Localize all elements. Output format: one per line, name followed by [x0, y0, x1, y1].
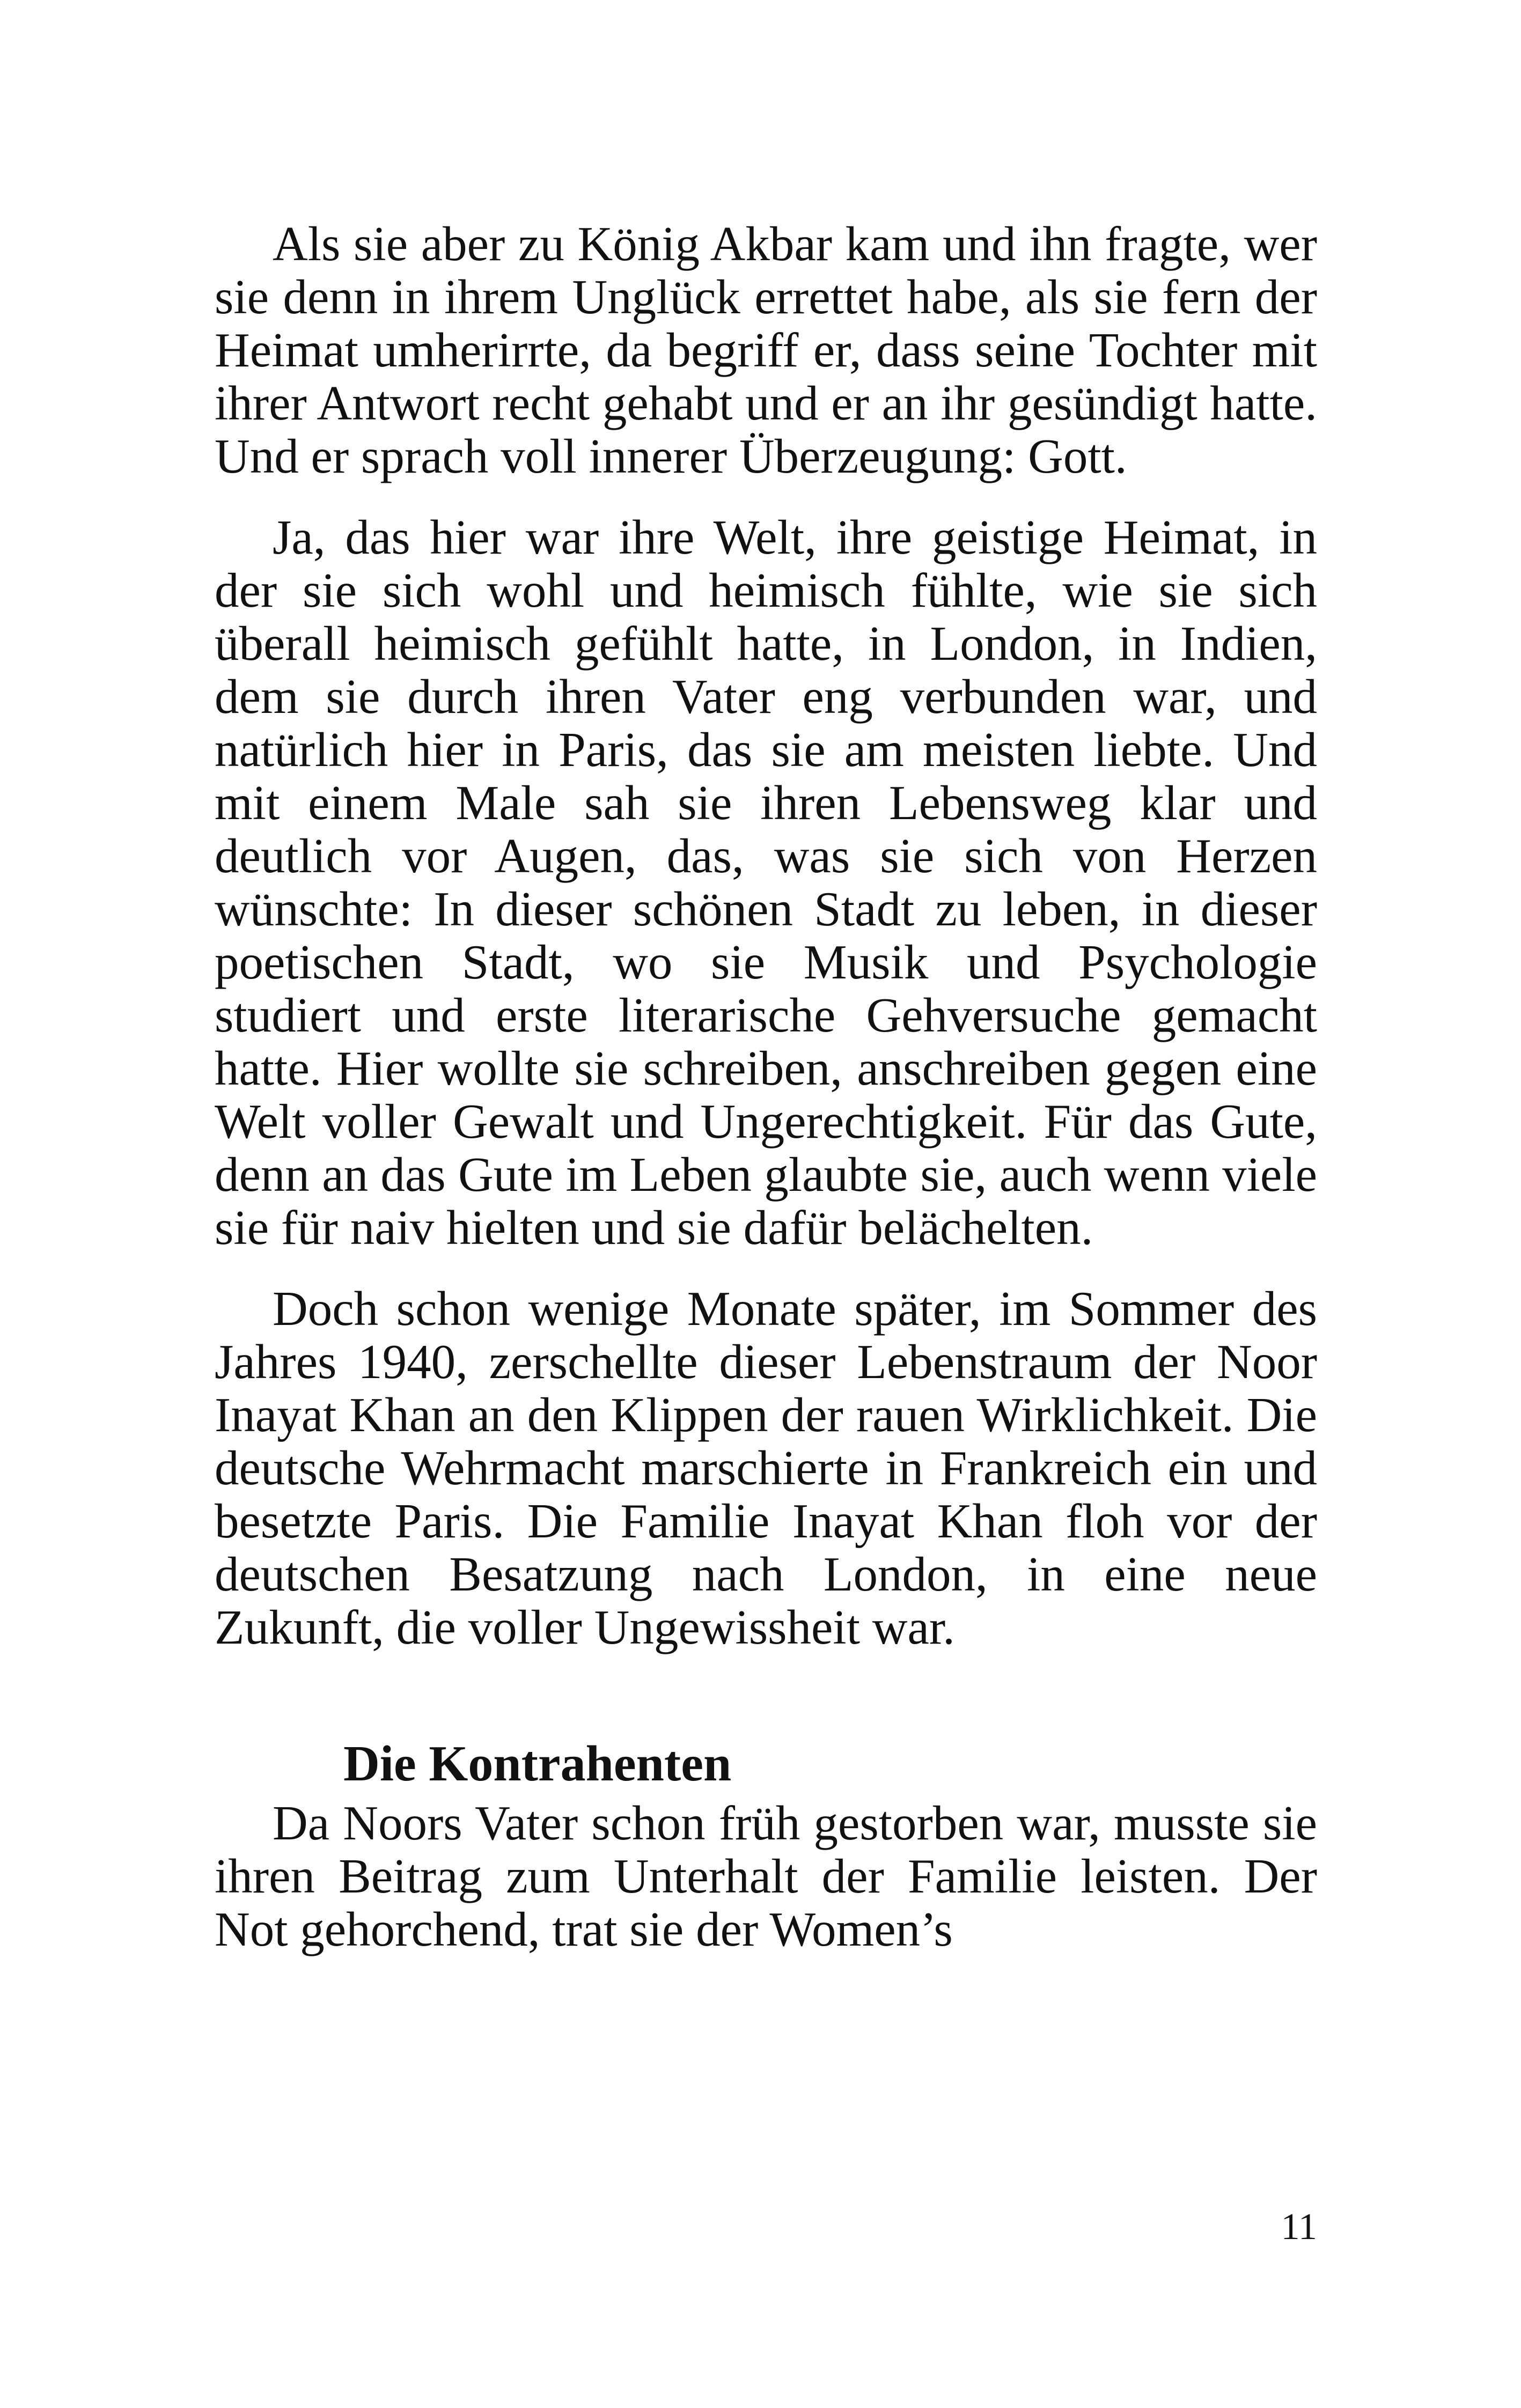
paragraph-4: Da Noors Vater schon früh gestorben war, musste sie ihren Beitrag zum Unterhalt der Familie leisten. Der Not gehorchend, trat sie der Women’s: [215, 1796, 1317, 1956]
body-text: [215, 217, 1317, 1956]
paragraph-2: Ja, das hier war ihre Welt, ihre geistige Heimat, in der sie sich wohl und heimisch fühlte, wie sie sich überall heimisch gefühlt hatte, in London, in Indien, dem sie durch ihren Vater eng verbunden war, und natürlich hier in Paris, das sie am meisten liebte. Und mit einem Male sah sie ihren Lebensweg klar und deutlich vor Augen, das, was sie sich von Herzen wünschte: In dieser schönen Stadt zu leben, in dieser poetischen Stadt, wo sie Musik und Psychologie studiert und erste literarische Gehversuche gemacht hatte. Hier wollte sie schreiben, anschreiben gegen eine Welt voller Gewalt und Ungerechtigkeit. Für das Gute, denn an das Gute im Leben glaubte sie, auch wenn viele sie für naiv hielten und sie dafür belächelten.: [215, 510, 1317, 1255]
page-number: 11: [1281, 2206, 1317, 2248]
section-heading: Die Kontrahenten: [343, 1736, 732, 1792]
paragraph-1: Als sie aber zu König Akbar kam und ihn fragte, wer sie denn in ihrem Unglück errettet habe, als sie fern der Heimat umherirrte, da begriff er, dass seine Tochter mit ihrer Antwort recht gehabt und er an ihr gesündigt hatte. Und er sprach voll innerer Überzeugung: Gott.: [215, 217, 1317, 483]
paragraph-3: Doch schon wenige Monate später, im Sommer des Jahres 1940, zerschellte dieser Lebenstraum der Noor Inayat Khan an den Klippen der rauen Wirklichkeit. Die deutsche Wehrmacht marschierte in Frankreich ein und besetzte Paris. Die Familie Inayat Khan floh vor der deutschen Besatzung nach London, in eine neue Zukunft, die voller Ungewissheit war.: [215, 1282, 1317, 1654]
